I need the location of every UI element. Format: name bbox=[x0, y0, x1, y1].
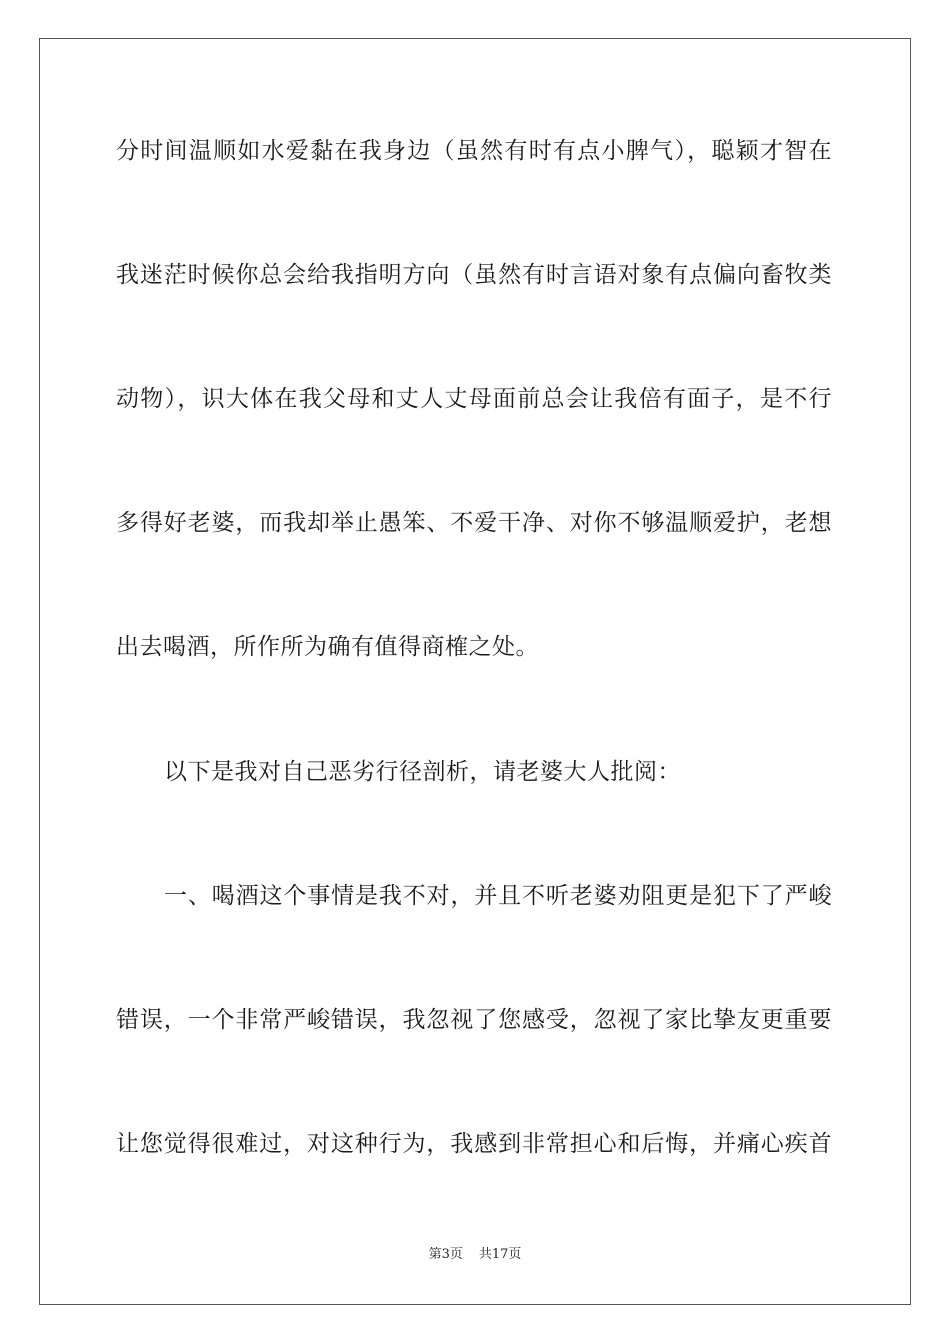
paragraph-line-3: 动物），识大体在我父母和丈人丈母面前总会让我倍有面子，是不行 bbox=[116, 386, 832, 412]
page-number: 第3页 bbox=[428, 1247, 463, 1262]
paragraph-line-8: 错误，一个非常严峻错误，我忽视了您感受，忽视了家比挚友更重要 bbox=[116, 1007, 832, 1033]
page-border bbox=[39, 38, 911, 1305]
paragraph-line-2: 我迷茫时候你总会给我指明方向（虽然有时言语对象有点偏向畜牧类 bbox=[116, 262, 832, 288]
paragraph-line-9: 让您觉得很难过，对这种行为，我感到非常担心和后悔，并痛心疾首 bbox=[116, 1131, 832, 1157]
paragraph-line-1: 分时间温顺如水爱黏在我身边（虽然有时有点小脾气），聪颖才智在 bbox=[116, 138, 832, 164]
paragraph-line-7: 一、喝酒这个事情是我不对，并且不听老婆劝阻更是犯下了严峻 bbox=[164, 883, 832, 909]
paragraph-line-6: 以下是我对自己恶劣行径剖析，请老婆大人批阅： bbox=[164, 759, 681, 785]
paragraph-line-4: 多得好老婆，而我却举止愚笨、不爱干净、对你不够温顺爱护，老想 bbox=[116, 510, 832, 536]
page-footer bbox=[0, 1247, 950, 1263]
page-total: 共17页 bbox=[478, 1247, 522, 1262]
paragraph-line-5: 出去喝酒，所作所为确有值得商榷之处。 bbox=[116, 634, 539, 660]
